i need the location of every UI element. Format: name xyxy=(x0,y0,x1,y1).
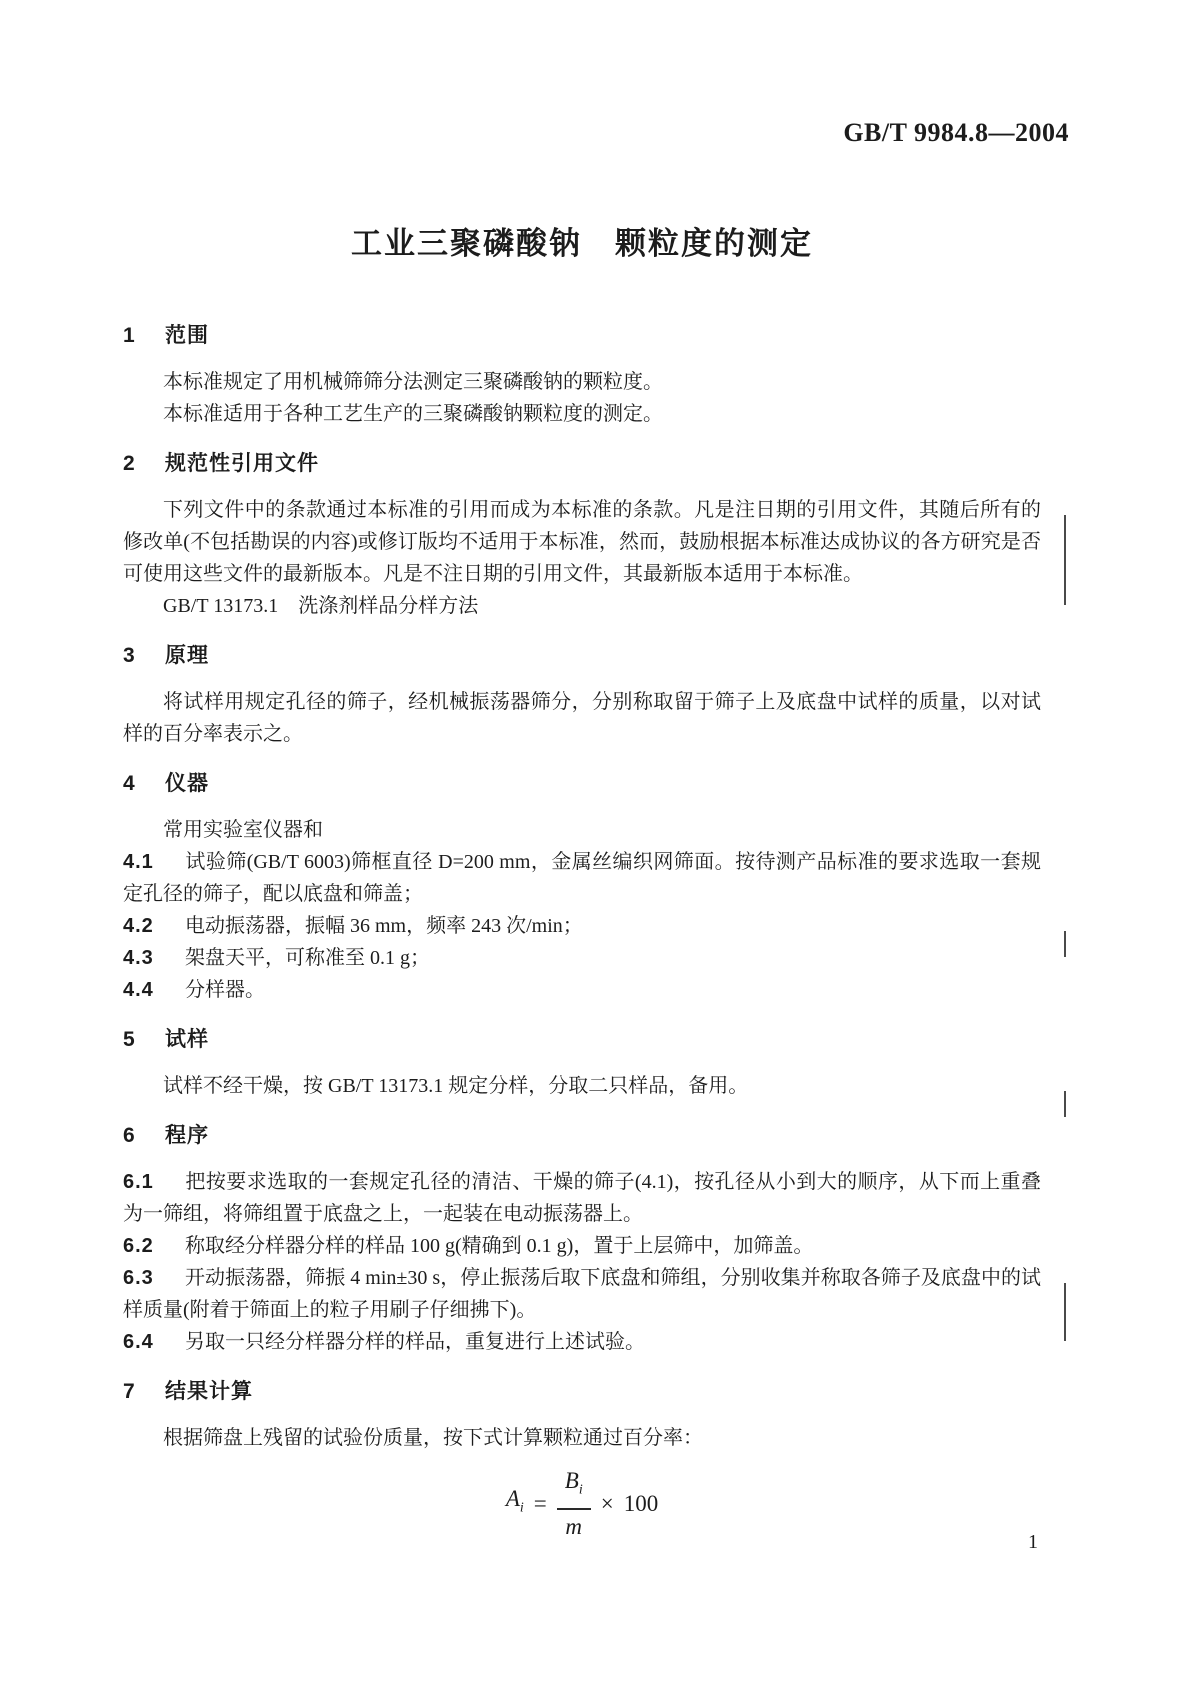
clause-4-2 xyxy=(123,910,1041,942)
clause-6-1-text: 把按要求选取的一套规定孔径的清洁、干燥的筛子(4.1)，按孔径从小到大的顺序，从下而上重叠为一筛组，将筛组置于底盘之上，一起装在电动振荡器上。 xyxy=(123,1171,1041,1225)
section-3-number: 3 xyxy=(123,644,135,667)
clause-6-3 xyxy=(123,1262,1041,1326)
formula-constant: 100 xyxy=(623,1490,659,1516)
section-4-title: 仪器 xyxy=(165,772,209,795)
section-4-heading xyxy=(123,768,1041,800)
section-2-reference: GB/T 13173.1 洗涤剂样品分样方法 xyxy=(163,595,479,617)
section-4-intro: 常用实验室仪器和 xyxy=(163,819,323,841)
section-2-normative-references xyxy=(123,448,1041,622)
section-4-apparatus xyxy=(123,768,1041,1006)
formula-denominator: m xyxy=(565,1513,583,1539)
revision-marker xyxy=(1064,515,1066,605)
page-number: 1 xyxy=(1028,1531,1038,1553)
clause-6-3-number: 6.3 xyxy=(123,1267,154,1289)
section-7-number: 7 xyxy=(123,1380,135,1403)
clause-6-2-text: 称取经分样器分样的样品 100 g(精确到 0.1 g)，置于上层筛中，加筛盖。 xyxy=(185,1235,814,1257)
document-content xyxy=(123,0,1041,1542)
section-6-number: 6 xyxy=(123,1124,135,1147)
section-2-title: 规范性引用文件 xyxy=(165,452,319,475)
formula-variable-A: A xyxy=(505,1486,520,1511)
clause-4-4-number: 4.4 xyxy=(123,979,154,1001)
section-2-number: 2 xyxy=(123,452,135,475)
formula-fraction xyxy=(557,1466,591,1542)
formula-numerator xyxy=(557,1466,591,1510)
clause-4-4 xyxy=(123,974,1041,1006)
section-5-paragraph: 试样不经干燥，按 GB/T 13173.1 规定分样，分取二只样品，备用。 xyxy=(163,1075,749,1097)
section-1-paragraph: 本标准适用于各种工艺生产的三聚磷酸钠颗粒度的测定。 xyxy=(163,403,663,425)
clause-6-3-text: 开动振荡器，筛振 4 min±30 s，停止振荡后取下底盘和筛组，分别收集并称取各筛子及底盘中的试样质量(附着于筛面上的粒子用刷子仔细拂下)。 xyxy=(123,1267,1041,1321)
revision-marker xyxy=(1064,931,1066,957)
clause-4-3-text: 架盘天平，可称准至 0.1 g； xyxy=(185,947,430,969)
clause-4-1-text: 试验筛(GB/T 6003)筛框直径 D=200 mm，金属丝编织网筛面。按待测产品标准的要求选取一套规定孔径的筛子，配以底盘和筛盖； xyxy=(123,851,1041,905)
clause-4-1-number: 4.1 xyxy=(123,851,154,873)
section-1-paragraph: 本标准规定了用机械筛筛分法测定三聚磷酸钠的颗粒度。 xyxy=(163,371,663,393)
clause-6-2-number: 6.2 xyxy=(123,1235,154,1257)
document-title: 工业三聚磷酸钠 颗粒度的测定 xyxy=(351,226,813,261)
standard-code: GB/T 9984.8—2004 xyxy=(843,118,1069,147)
clause-6-4-number: 6.4 xyxy=(123,1331,154,1353)
clause-4-4-text: 分样器。 xyxy=(185,979,265,1001)
clause-4-3-number: 4.3 xyxy=(123,947,154,969)
section-3-paragraph: 将试样用规定孔径的筛子，经机械振荡器筛分，分别称取留于筛子上及底盘中试样的质量，以对试样的百分率表示之。 xyxy=(123,691,1041,745)
formula-variable-B: B xyxy=(564,1468,579,1493)
clause-4-2-number: 4.2 xyxy=(123,915,154,937)
clause-6-4-text: 另取一只经分样器分样的样品，重复进行上述试验。 xyxy=(185,1331,645,1353)
clause-6-1-number: 6.1 xyxy=(123,1171,154,1193)
section-3-heading xyxy=(123,640,1041,672)
section-1-heading xyxy=(123,320,1041,352)
section-6-heading xyxy=(123,1120,1041,1152)
formula-subscript-i: i xyxy=(519,1500,524,1516)
formula-subscript-i: i xyxy=(578,1482,583,1498)
section-3-title: 原理 xyxy=(165,644,209,667)
clause-6-1 xyxy=(123,1166,1041,1230)
clause-4-1 xyxy=(123,846,1041,910)
section-3-principle xyxy=(123,640,1041,750)
section-4-number: 4 xyxy=(123,772,135,795)
revision-marker xyxy=(1064,1283,1066,1341)
section-2-heading xyxy=(123,448,1041,480)
section-7-heading xyxy=(123,1376,1041,1408)
revision-marker xyxy=(1064,1091,1066,1117)
section-2-paragraph: 下列文件中的条款通过本标准的引用而成为本标准的条款。凡是注日期的引用文件，其随后所有的修改单(不包括勘误的内容)或修订版均不适用于本标准，然而，鼓励根据本标准达成协议的各方研究是否可使用这些文件的最新版本。凡是不注日期的引用文件，其最新版本适用于本标准。 xyxy=(123,499,1041,585)
clause-4-2-text: 电动振荡器，振幅 36 mm，频率 243 次/min； xyxy=(185,915,583,937)
formula-equals-sign: = xyxy=(533,1490,547,1516)
section-5-title: 试样 xyxy=(165,1028,209,1051)
section-6-procedure xyxy=(123,1120,1041,1358)
section-7-title: 结果计算 xyxy=(165,1380,253,1403)
section-1-scope xyxy=(123,320,1041,430)
clause-6-4 xyxy=(123,1326,1041,1358)
particle-pass-percentage-formula xyxy=(123,1466,1041,1542)
section-1-title: 范围 xyxy=(165,324,209,347)
clause-6-2 xyxy=(123,1230,1041,1262)
section-6-title: 程序 xyxy=(165,1124,209,1147)
formula-multiply-sign: × xyxy=(600,1490,614,1516)
section-5-number: 5 xyxy=(123,1028,135,1051)
section-7-paragraph: 根据筛盘上残留的试验份质量，按下式计算颗粒通过百分率： xyxy=(163,1427,703,1449)
formula-lhs xyxy=(506,1484,524,1524)
section-5-sample xyxy=(123,1024,1041,1102)
section-7-calculation xyxy=(123,1376,1041,1542)
clause-4-3 xyxy=(123,942,1041,974)
section-5-heading xyxy=(123,1024,1041,1056)
section-1-number: 1 xyxy=(123,324,135,347)
